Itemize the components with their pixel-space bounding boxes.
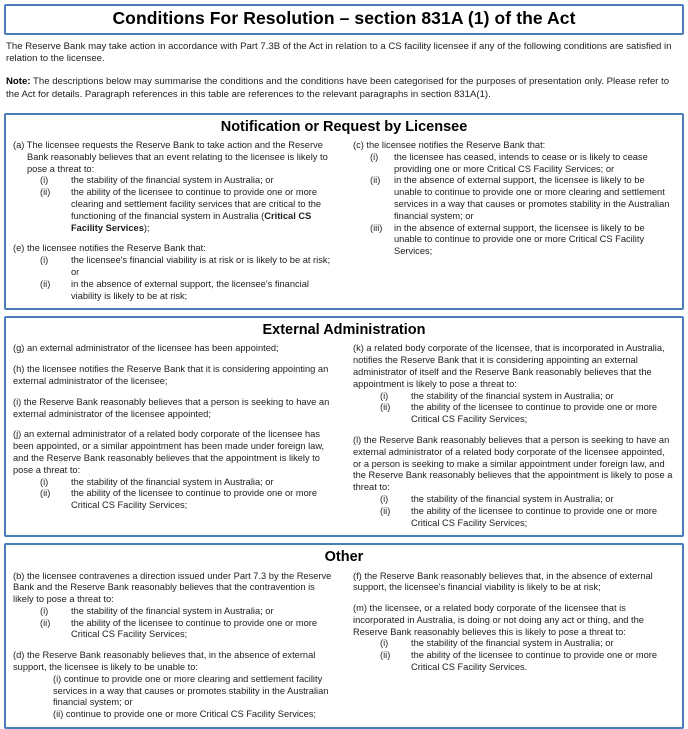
list-item — [353, 506, 675, 530]
title-box — [4, 4, 684, 35]
list-item-text: in the absence of external support, the licensee's financial viability is likely to be at risk; — [71, 278, 309, 301]
paragraph-lead: (m) the licensee, or a related body corporate of the licensee that is incorporated in Australia, is doing or not doing any act or thing, and the Reserve Bank reasonably believes this is likely to pose a threat to: — [353, 603, 644, 637]
intro-paragraph: The Reserve Bank may take action in accordance with Part 7.3B of the Act in relation to a CS facility licensee if any of the following conditions are satisfied in relation to the licensee. — [6, 40, 672, 65]
paragraph-lead: (j) an external administrator of a related body corporate of the licensee has been appointed, or a similar appointment has been made under foreign law, and the Reserve Bank reasonably believes that the appointment is likely to pose a threat to: — [13, 429, 325, 475]
paragraph — [353, 571, 675, 595]
section-title: Notification or Request by Licensee — [220, 118, 468, 135]
list-item-number: (ii) — [40, 187, 51, 198]
list-item — [13, 279, 335, 303]
list-item — [13, 255, 335, 279]
list-item-text: the ability of the licensee to continue to provide one or more clearing and settlement facility services that are critical to the functioning of the financial system in Australia (Critical CS Facility Services); — [71, 187, 322, 233]
paragraph — [13, 429, 335, 512]
paragraph-lead: (l) the Reserve Bank reasonably believes that a person is seeking to have an external administrator of a related body corporate of the licensee appointed, or a person is seeking to make a similar appointment under foreign law, and the Reserve Bank reasonably believes that the appointment is likely to pose a threat to: — [353, 435, 673, 493]
list-item-text: the stability of the financial system in Australia; or — [411, 638, 614, 649]
list-item — [13, 187, 335, 234]
page-title: Conditions For Resolution – section 831A (1) of the Act — [112, 8, 576, 28]
list-item-text: in the absence of external support, the licensee is likely to be unable to continue to provide one or more clearing and settlement services in a way that causes or promotes stability in the Australian financial system; or — [394, 175, 670, 221]
paragraph-lead: (i) the Reserve Bank reasonably believes that a person is seeking to have an external administrator of the licensee appointed; — [13, 396, 330, 419]
list-item-text: the stability of the financial system in Australia; or — [411, 493, 614, 504]
list-item-inline: (i) continue to provide one or more clearing and settlement facility services in a way that causes or promotes stability in the Australian financial system; or — [53, 673, 329, 708]
column — [353, 343, 675, 529]
paragraph — [13, 364, 335, 388]
note-text: The descriptions below may summarise the conditions and the conditions have been categorised for the purposes of presentation only. Please refer to the Act for details. Paragraph references in this table are references to the relevant paragraphs in section 831A(1). — [6, 76, 670, 100]
list-item-number: (i) — [40, 605, 49, 616]
list-item-text: the licensee's financial viability is at risk or is likely to be at risk; or — [71, 255, 331, 277]
list-item-number: (iii) — [370, 222, 383, 233]
list-item-text: the ability of the licensee to continue to provide one or more Critical CS Facility Services; — [411, 505, 657, 528]
list-item-number: (ii) — [40, 617, 51, 628]
list-item-number: (i) — [380, 493, 389, 504]
list-item-number: (ii) — [380, 402, 391, 413]
paragraph — [13, 140, 335, 234]
paragraph-lead: (a) The licensee requests the Reserve Bank to take action and the Reserve Bank reasonably believes that an event relating to the licensee is likely to pose a threat to: — [13, 139, 328, 174]
roman-list — [353, 152, 675, 258]
roman-list — [353, 391, 675, 426]
list-item-number: (ii) — [380, 505, 391, 516]
paragraph-lead: (k) a related body corporate of the licensee, that is incorporated in Australia, notifies the Reserve Bank that it is considering appointing an external administrator of itself and the Reserve Bank reasonably believes that the appointment is likely to pose a threat to: — [353, 343, 665, 389]
roman-list — [13, 175, 335, 234]
list-item-text: the stability of the financial system in Australia; or — [71, 175, 274, 186]
paragraph-lead: (b) the licensee contravenes a direction issued under Part 7.3 by the Reserve Bank and the Reserve Bank reasonably believes that the contravention is likely to pose a threat to: — [13, 570, 332, 605]
list-item-text: the licensee has ceased, intends to cease or is likely to cease providing one or more Critical CS Facility Services; or — [394, 151, 648, 174]
list-item — [13, 618, 335, 642]
list-item-number: (ii) — [380, 650, 391, 661]
section-other — [4, 543, 684, 729]
roman-list — [353, 638, 675, 673]
list-item-text: the ability of the licensee to continue to provide one or more Critical CS Facility Services; — [71, 617, 317, 640]
list-item-text: in the absence of external support, the licensee is likely to be unable to continue to provide one or more Critical CS Facility Services; — [394, 222, 645, 257]
paragraph — [13, 343, 335, 355]
paragraph — [353, 140, 675, 258]
list-item-text: the ability of the licensee to continue to provide one or more Critical CS Facility Services. — [411, 650, 657, 673]
note-label: Note: — [6, 76, 31, 88]
paragraph-lead: (h) the licensee notifies the Reserve Bank that it is considering appointing an external administrator of the licensee; — [13, 364, 329, 387]
paragraph — [353, 435, 675, 529]
paragraph-lead: (g) an external administrator of the licensee has been appointed; — [13, 343, 279, 354]
list-item-number: (ii) — [40, 278, 51, 289]
list-item-number: (i) — [40, 255, 49, 266]
column — [13, 140, 335, 302]
list-item-text: the stability of the financial system in Australia; or — [71, 605, 274, 616]
list-item-inline: (ii) continue to provide one or more Critical CS Facility Services; — [53, 709, 316, 720]
list-item-number: (ii) — [370, 175, 381, 186]
column — [353, 140, 675, 258]
column — [13, 571, 335, 722]
roman-list — [353, 494, 675, 529]
section-notification-or-request — [4, 113, 684, 310]
list-item — [353, 152, 675, 176]
list-item-number: (ii) — [40, 488, 51, 499]
list-item-text: the stability of the financial system in Australia; or — [71, 476, 274, 487]
paragraph-lead: (d) the Reserve Bank reasonably believes that, in the absence of external support, the licensee is likely to be unable to: — [13, 650, 316, 673]
list-item-number: (i) — [370, 151, 379, 162]
paragraph-lead: (c) the licensee notifies the Reserve Bank that: — [353, 139, 546, 150]
list-item — [353, 638, 675, 650]
paragraph — [13, 571, 335, 642]
list-item — [353, 391, 675, 403]
section-title: External Administration — [262, 322, 426, 339]
list-item — [13, 477, 335, 489]
list-item — [353, 402, 675, 426]
list-item — [353, 175, 675, 222]
section-columns — [13, 571, 675, 722]
column — [13, 343, 335, 512]
paragraph-lead: (f) the Reserve Bank reasonably believes that, in the absence of external support, the licensee's financial viability is likely to be at risk; — [353, 570, 653, 593]
list-item-text: the ability of the licensee to continue to provide one or more Critical CS Facility Services; — [411, 402, 657, 425]
paragraph — [353, 603, 675, 674]
paragraph — [13, 243, 335, 302]
list-item — [13, 606, 335, 618]
section-title: Other — [324, 549, 364, 566]
list-item — [353, 223, 675, 258]
paragraph — [13, 397, 335, 421]
list-item — [353, 650, 675, 674]
list-item-number: (i) — [40, 476, 49, 487]
roman-list — [13, 477, 335, 512]
list-item — [13, 175, 335, 187]
list-item — [13, 488, 335, 512]
paragraph-lead: (e) the licensee notifies the Reserve Bank that: — [13, 243, 206, 254]
paragraph — [13, 650, 335, 721]
list-item — [353, 494, 675, 506]
section-external-administration — [4, 316, 684, 537]
list-item-number: (i) — [40, 175, 49, 186]
roman-list — [13, 255, 335, 302]
list-item-number: (i) — [380, 390, 389, 401]
roman-list — [13, 606, 335, 641]
paragraph — [353, 343, 675, 426]
column — [353, 571, 675, 674]
list-item-number: (i) — [380, 638, 389, 649]
list-item-text: the stability of the financial system in Australia; or — [411, 390, 614, 401]
section-columns — [13, 140, 675, 302]
note-paragraph — [6, 76, 682, 101]
section-columns — [13, 343, 675, 529]
list-item-text: the ability of the licensee to continue to provide one or more Critical CS Facility Services; — [71, 488, 317, 511]
